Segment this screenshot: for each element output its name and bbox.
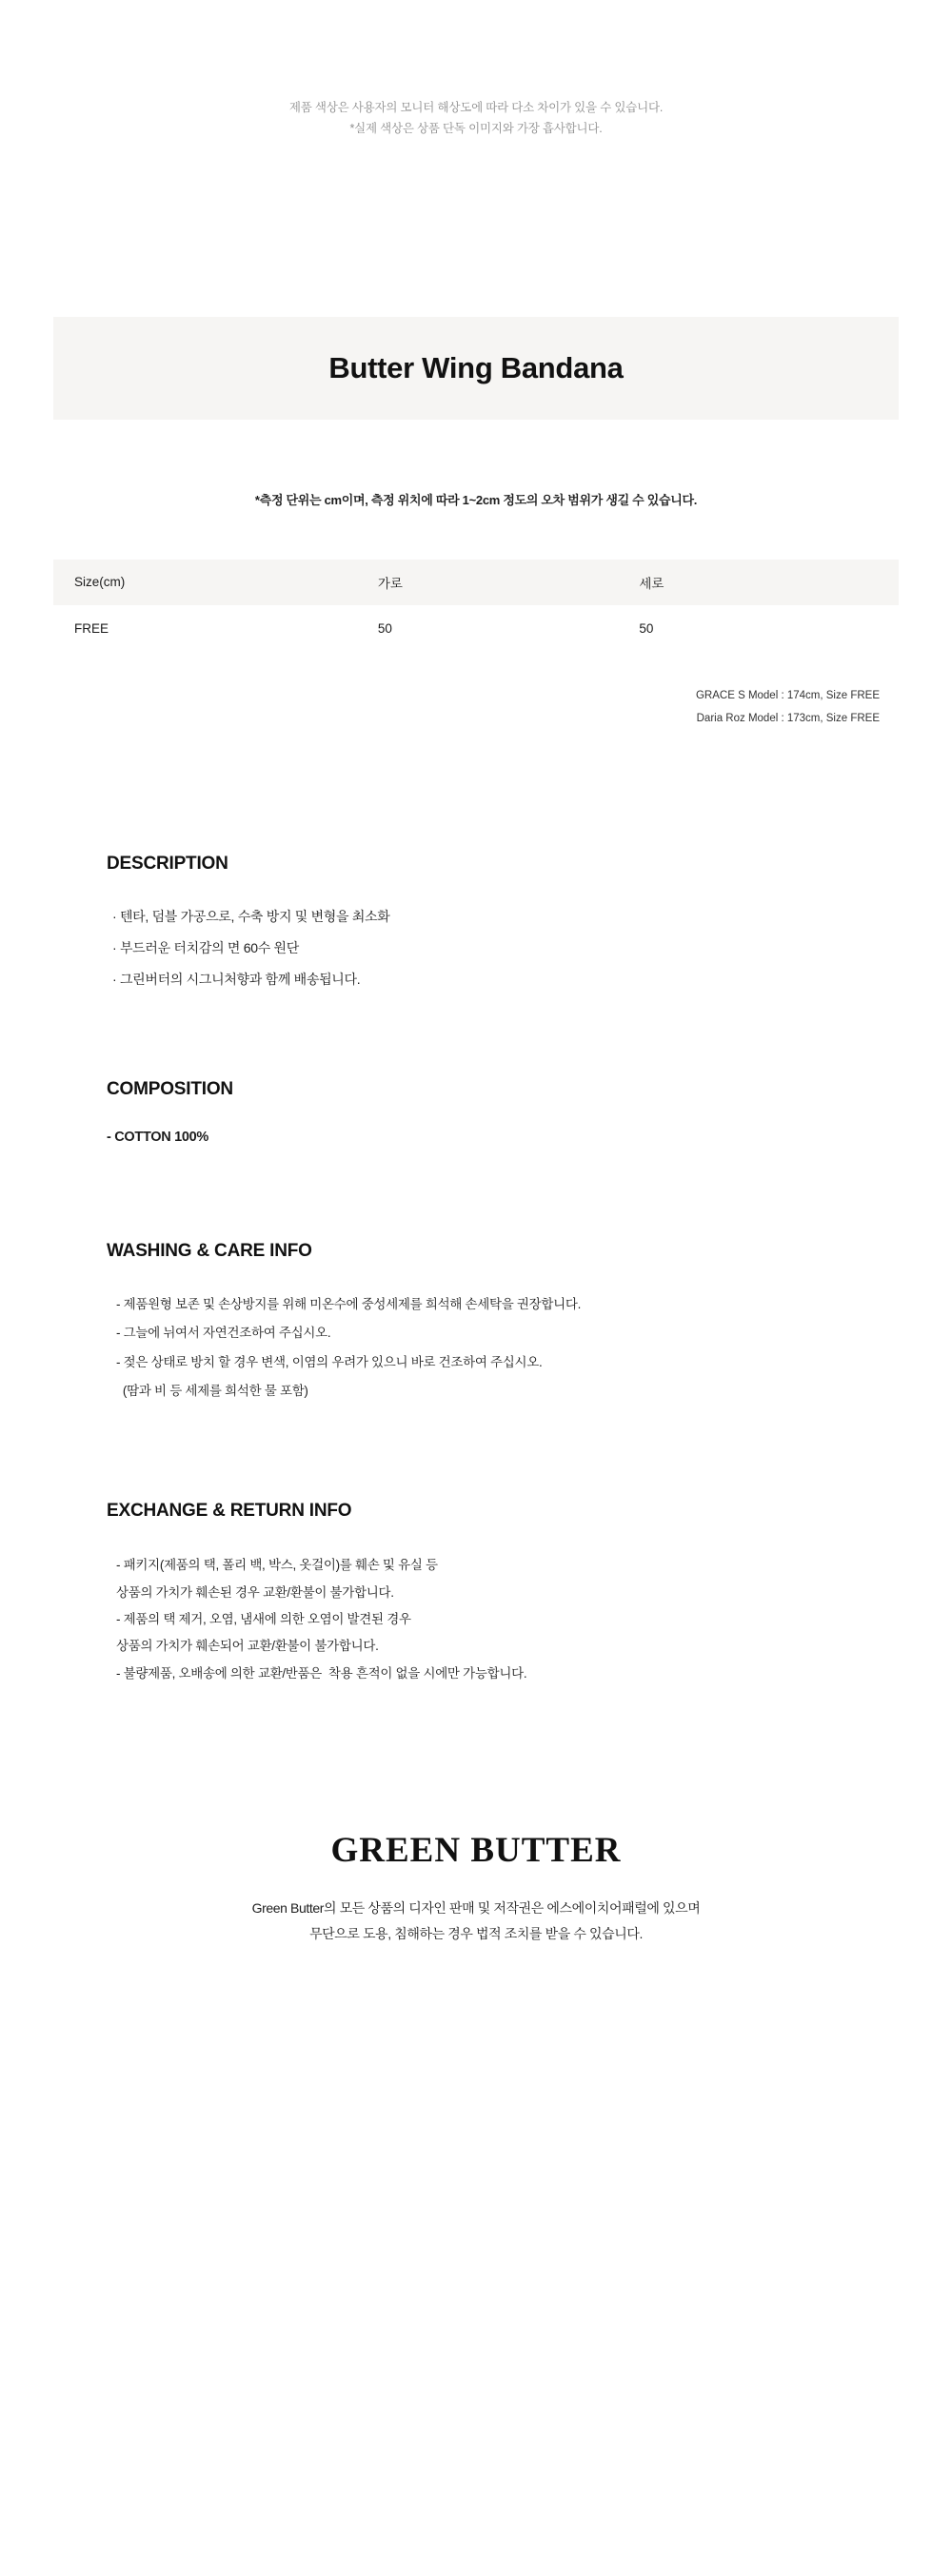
section-description — [53, 854, 899, 995]
size-chart-table — [53, 560, 899, 652]
page-title: Butter Wing Bandana — [328, 350, 624, 384]
table-row — [53, 605, 899, 652]
exchange-line-1: - 패키지(제품의 택, 폴리 백, 박스, 옷걸이)를 훼손 및 유실 등 — [116, 1558, 438, 1573]
brand-logo: GREEN BUTTER — [330, 1830, 622, 1870]
exchange-line-2: 상품의 가치가 훼손된 경우 교환/환불이 불가합니다. — [116, 1584, 394, 1600]
description-body — [53, 901, 899, 995]
model-info-line-1: GRACE S Model : 174cm, Size FREE — [695, 689, 880, 701]
copyright-line-2: 무단으로 도용, 침해하는 경우 법적 조치를 받을 수 있습니다. — [309, 1926, 643, 1942]
footer — [0, 1830, 952, 2015]
color-disclaimer — [0, 0, 952, 140]
model-info — [53, 684, 899, 730]
size-chart-header-0: Size(cm) — [74, 575, 126, 590]
washing-line-4: (땀과 비 등 세제를 희석한 물 포함) — [116, 1383, 308, 1398]
washing-line-2: - 그늘에 뉘여서 자연건조하여 주십시오. — [116, 1326, 331, 1341]
washing-line-3: - 젖은 상태로 방치 할 경우 변색, 이염의 우려가 있으니 바로 건조하여 주십시오. — [116, 1354, 543, 1369]
size-chart-header-2: 세로 — [639, 576, 664, 591]
size-chart-header-1: 가로 — [377, 576, 403, 591]
description-title: DESCRIPTION — [107, 854, 228, 875]
size-chart-cell-size: FREE — [74, 620, 109, 636]
color-disclaimer-line-2: *실제 색상은 상품 단독 이미지와 가장 흡사합니다. — [349, 121, 603, 135]
washing-line-1: - 제품원형 보존 및 손상방지를 위해 미온수에 중성세제를 희석해 손세탁을 권장합니다. — [116, 1296, 582, 1311]
exchange-line-5: - 불량제품, 오배송에 의한 교환/반품은 착용 흔적이 없을 시에만 가능합니다. — [116, 1665, 527, 1681]
exchange-body — [53, 1552, 899, 1687]
composition-body — [53, 1121, 899, 1153]
exchange-line-4: 상품의 가치가 훼손되어 교환/환불이 불가합니다. — [116, 1639, 379, 1654]
model-info-line-2: Daria Roz Model : 173cm, Size FREE — [696, 712, 880, 724]
size-chart-cell-width: 50 — [377, 620, 392, 636]
description-line-1: · 텐타, 덤블 가공으로, 수축 방지 및 변형을 최소화 — [112, 909, 390, 925]
washing-title: WASHING & CARE INFO — [107, 1240, 312, 1261]
section-composition — [53, 1079, 899, 1153]
size-chart-header-row — [53, 560, 899, 605]
section-exchange — [53, 1501, 899, 1687]
copyright-line-1: Green Butter의 모든 상품의 디자인 판매 및 저작권은 에스에이치어패럴에 있으며 — [251, 1899, 701, 1916]
measurement-note: *측정 단위는 cm이며, 측정 위치에 따라 1~2cm 정도의 오차 범위가 생길 수 있습니다. — [254, 492, 698, 507]
product-title-band — [53, 317, 899, 420]
section-washing — [53, 1241, 899, 1406]
copyright-notice — [0, 1896, 952, 1948]
description-line-2: · 부드러운 터치감의 면 60수 원단 — [112, 939, 299, 955]
size-chart-cell-length: 50 — [639, 620, 654, 636]
exchange-title: EXCHANGE & RETURN INFO — [107, 1501, 352, 1522]
composition-title: COMPOSITION — [107, 1078, 233, 1099]
color-disclaimer-line-1: 제품 색상은 사용자의 모니터 해상도에 따라 다소 차이가 있을 수 있습니다. — [288, 101, 664, 114]
exchange-line-3: - 제품의 택 제거, 오염, 냄새에 의한 오염이 발견된 경우 — [116, 1611, 411, 1626]
description-line-3: · 그린버터의 시그니처향과 함께 배송됩니다. — [112, 971, 361, 987]
washing-body — [53, 1290, 899, 1406]
composition-line-1: - COTTON 100% — [107, 1129, 209, 1145]
